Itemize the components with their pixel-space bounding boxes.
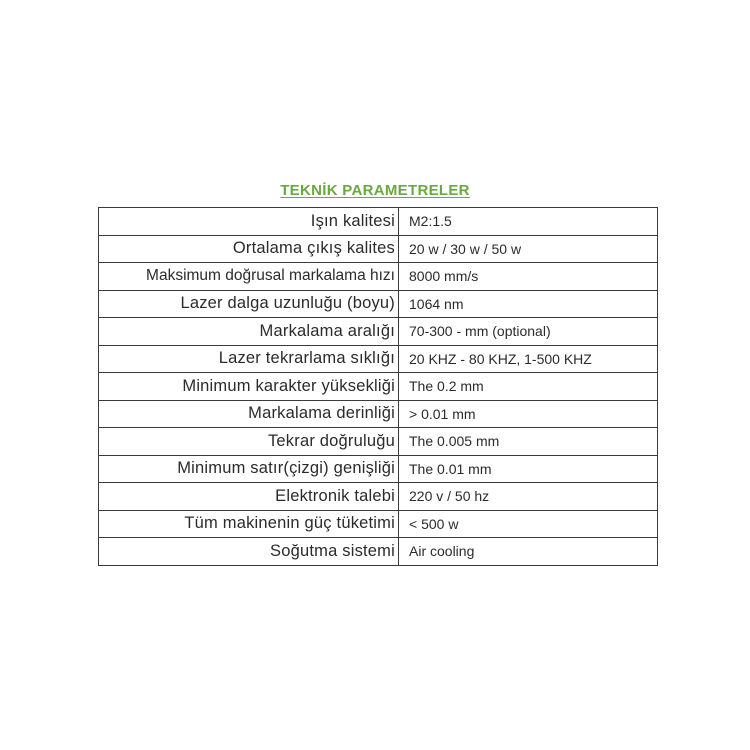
parameter-label: Işın kalitesi (99, 208, 399, 236)
parameter-label: Lazer tekrarlama sıklığı (99, 345, 399, 373)
parameter-value: 220 v / 50 hz (399, 483, 658, 511)
parameter-label: Minimum karakter yüksekliği (99, 373, 399, 401)
technical-parameters-table (98, 207, 658, 566)
table-row (99, 290, 658, 318)
parameter-label: Markalama aralığı (99, 318, 399, 346)
table-row (99, 318, 658, 346)
table-row (99, 263, 658, 291)
parameter-value: The 0.01 mm (399, 455, 658, 483)
table-row (99, 510, 658, 538)
parameter-value: Air cooling (399, 538, 658, 566)
parameter-value: M2:1.5 (399, 208, 658, 236)
table-row (99, 455, 658, 483)
parameter-label: Soğutma sistemi (99, 538, 399, 566)
table-row (99, 345, 658, 373)
parameter-label: Minimum satır(çizgi) genişliği (99, 455, 399, 483)
parameter-label: Maksimum doğrusal markalama hızı (99, 263, 399, 291)
parameter-value: < 500 w (399, 510, 658, 538)
table-row (99, 208, 658, 236)
table-row (99, 373, 658, 401)
table-row (99, 400, 658, 428)
parameter-label: Ortalama çıkış kalites (99, 235, 399, 263)
table-row (99, 483, 658, 511)
parameter-value: 20 KHZ - 80 KHZ, 1-500 KHZ (399, 345, 658, 373)
section-title-text: TEKNİK PARAMETRELER (280, 182, 470, 199)
parameter-label: Lazer dalga uzunluğu (boyu) (99, 290, 399, 318)
parameter-value: 20 w / 30 w / 50 w (399, 235, 658, 263)
table-row (99, 235, 658, 263)
parameter-value: The 0.2 mm (399, 373, 658, 401)
parameter-label: Markalama derinliği (99, 400, 399, 428)
parameter-label: Tüm makinenin güç tüketimi (99, 510, 399, 538)
table-row (99, 428, 658, 456)
parameter-value: 1064 nm (399, 290, 658, 318)
parameter-value: > 0.01 mm (399, 400, 658, 428)
section-title (0, 181, 750, 201)
parameter-value: 8000 mm/s (399, 263, 658, 291)
table-row (99, 538, 658, 566)
parameter-value: 70-300 - mm (optional) (399, 318, 658, 346)
parameter-label: Elektronik talebi (99, 483, 399, 511)
parameter-label: Tekrar doğruluğu (99, 428, 399, 456)
parameter-value: The 0.005 mm (399, 428, 658, 456)
